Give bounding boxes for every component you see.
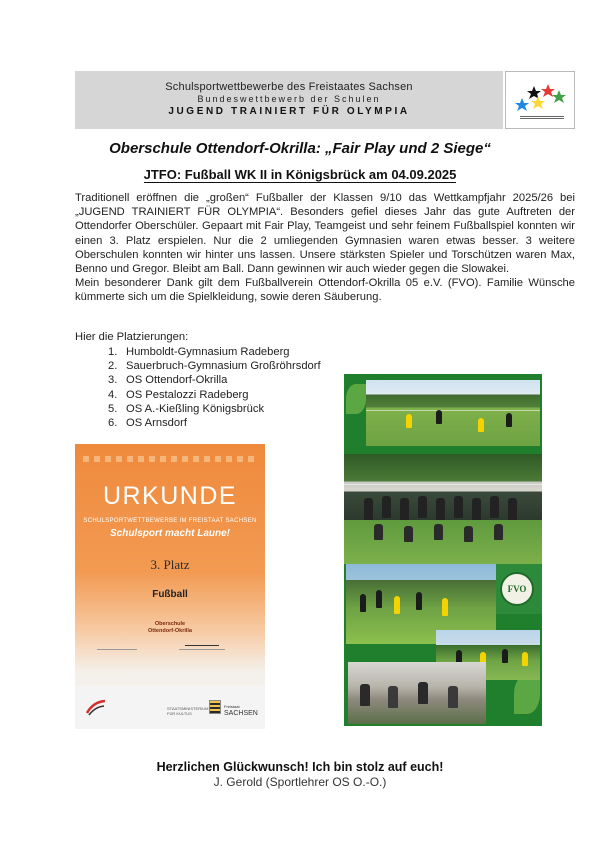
player-figure (382, 496, 391, 518)
player-figure (406, 414, 412, 428)
certificate-school-line-2: Ottendorf-Okrilla (147, 628, 192, 634)
place-name: Sauerbruch-Gymnasium Großröhrsdorf (126, 360, 321, 373)
player-figure (472, 498, 481, 520)
paragraph-1: Traditionell eröffnen die „großen“ Fußballer der Klassen 9/10 das Wettkampfjahr 2025/26 bei „JUGEND TRAINIERT FÜR OLYMPIA“. Besonders gefiel dieses Jahr das gute Auftreten der Ottendorfer Oberschüler. Gepaart mit Fair Play, Teamgeist und sehr feinem Fußballspiel konnten wir einen 3. Platz erspielen. Nur die 2 umliegenden Gymnasien waren etwas besser. 3 weitere Oberschulen konnten wir hinter uns lassen. Unsere stärksten Spieler und Torschützen waren Max, Benno und Gregor. Bleibt am Ball. Dann gewinnen wir auch wieder gegen die Slowakei. (75, 192, 575, 276)
certificate-signature (185, 636, 219, 646)
place-number: 6. (108, 417, 118, 430)
certificate-state-small: Freistaat (224, 704, 240, 709)
article-title: Oberschule Ottendorf-Okrilla: „Fair Play und 2 Siege“ (109, 140, 491, 157)
player-figure (442, 598, 448, 616)
player-figure (454, 496, 463, 518)
field-line (366, 410, 540, 411)
article-subtitle-text: JTFO: Fußball WK II in Königsbrück am 04.09.2025 (143, 167, 457, 182)
place-number: 5. (108, 402, 118, 415)
certificate-state-name: SACHSEN (224, 710, 258, 717)
header-line-3: JUGEND TRAINIERT FÜR OLYMPIA (168, 106, 410, 117)
author-signature: J. Gerold (Sportlehrer OS O.-O.) (213, 775, 387, 789)
team-photo-collage (344, 374, 542, 726)
certificate-border-pattern (83, 456, 257, 462)
certificate-date-line (97, 649, 137, 650)
olympic-stars-logo-icon (512, 78, 570, 114)
paragraph-2: Mein besonderer Dank gilt dem Fußballverein Ottendorf-Okrilla 05 e.V. (FVO). Familie Wünsche kümmerte sich um die Spielkleidung, sowie deren Säuberung. (75, 277, 575, 304)
place-number: 3. (108, 374, 118, 387)
place-name: OS Pestalozzi Radeberg (126, 388, 249, 401)
certificate-school (75, 621, 265, 635)
place-name: Humboldt-Gymnasium Radeberg (126, 346, 290, 358)
player-figure (464, 526, 473, 542)
places-intro: Hier die Platzierungen: (75, 331, 189, 343)
certificate-state (224, 703, 258, 717)
place-number: 2. (108, 360, 118, 373)
leaf-decoration (346, 384, 366, 414)
placements-list (108, 345, 321, 430)
team-photo (344, 454, 542, 564)
player-figure (360, 594, 366, 612)
player-figure (360, 684, 370, 706)
list-item (108, 359, 321, 373)
header-banner (75, 71, 503, 129)
certificate-slogan: Schulsport macht Laune! (109, 528, 230, 539)
player-figure (400, 498, 409, 520)
player-figure (436, 410, 442, 424)
certificate-ministry: STAATSMINISTERIUM FÜR KULTUS (167, 706, 209, 716)
certificate-footer (75, 686, 265, 729)
saxony-coat-of-arms-icon (209, 700, 221, 714)
list-item (108, 402, 321, 416)
list-item (108, 345, 321, 359)
player-figure (364, 498, 373, 520)
article-body (75, 191, 575, 305)
player-figure (374, 524, 383, 540)
place-number: 1. (108, 346, 118, 358)
place-name: OS Ottendorf-Okrilla (126, 374, 228, 387)
goal-bar (344, 484, 542, 485)
certificate-photo (75, 444, 265, 729)
player-figure (418, 496, 427, 518)
list-item (108, 388, 321, 402)
certificate-heading: URKUNDE (102, 482, 238, 510)
player-figure (434, 524, 443, 540)
player-figure (506, 413, 512, 427)
list-item (108, 373, 321, 387)
fvo-club-badge-icon: FVO (500, 572, 534, 606)
player-figure (522, 652, 528, 666)
certificate-sport: Fußball (152, 589, 188, 600)
place-number: 4. (108, 388, 118, 401)
certificate-place: 3. Platz (150, 557, 190, 572)
player-figure (436, 498, 445, 520)
player-figure (418, 682, 428, 704)
place-name: OS A.-Kießling Königsbrück (126, 402, 265, 415)
player-figure (404, 526, 413, 542)
player-figure (502, 649, 508, 663)
header-line-1: Schulsportwettbewerbe des Freistaates Sachsen (165, 81, 413, 93)
place-name: OS Arnsdorf (126, 417, 187, 430)
player-figure (376, 590, 382, 608)
player-figure (394, 596, 400, 614)
player-figure (478, 418, 484, 432)
header-line-2: Bundeswettbewerb der Schulen (197, 94, 381, 104)
logo-caption-lines (520, 116, 564, 119)
runner-logo-icon (85, 698, 107, 716)
certificate-school-line-1: Oberschule (154, 621, 186, 627)
player-figure (508, 498, 517, 520)
jtfo-logo (505, 71, 575, 129)
player-figure (388, 686, 398, 708)
congratulations-text: Herzlichen Glückwunsch! Ich bin stolz auf euch! (156, 760, 444, 774)
leaf-decoration (514, 674, 540, 714)
player-figure (416, 592, 422, 610)
locker-room-photo (348, 662, 486, 724)
list-item (108, 416, 321, 430)
certificate-org: SCHULSPORTWETTBEWERBE IM FREISTAAT SACHSEN (83, 518, 257, 524)
player-figure (494, 524, 503, 540)
match-photo (366, 380, 540, 446)
article-subtitle (0, 167, 600, 182)
player-figure (490, 496, 499, 518)
player-figure (448, 686, 458, 708)
certificate-signature-line (179, 649, 225, 650)
